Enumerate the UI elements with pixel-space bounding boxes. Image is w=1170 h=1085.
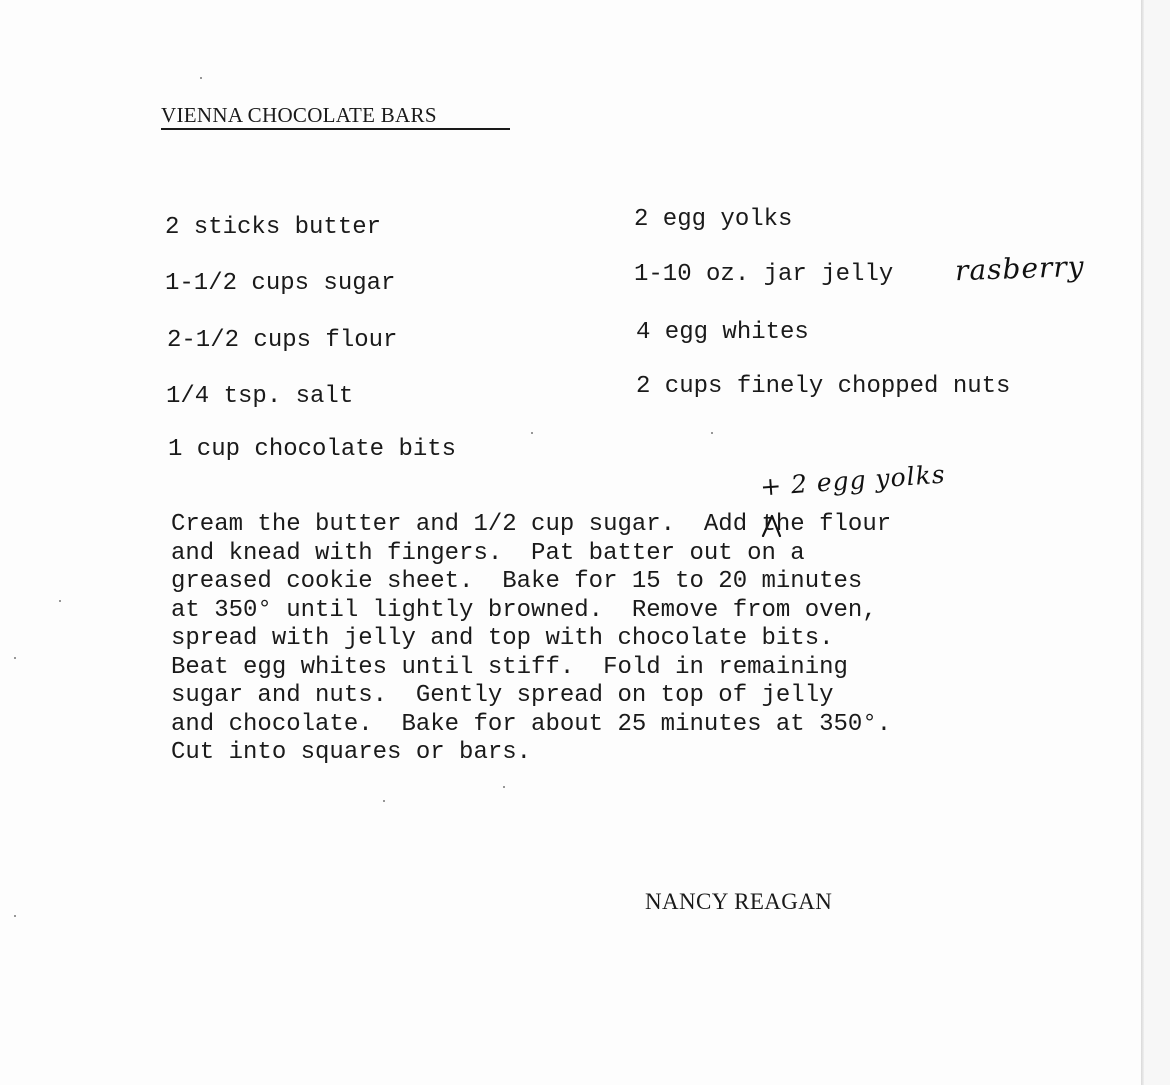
ingredient-left-4: 1/4 tsp. salt bbox=[166, 383, 354, 410]
ingredient-right-4: 2 cups finely chopped nuts bbox=[636, 373, 1011, 400]
instructions-line: Cut into squares or bars. bbox=[171, 739, 532, 766]
ingredient-left-2: 1-1/2 cups sugar bbox=[165, 270, 396, 297]
instructions-line: spread with jelly and top with chocolate bits. bbox=[171, 625, 834, 652]
ingredient-right-2: 1-10 oz. jar jelly bbox=[634, 261, 894, 288]
instructions-line: at 350° until lightly browned. Remove from oven, bbox=[171, 596, 877, 624]
scan-speck bbox=[14, 657, 16, 659]
scan-speck bbox=[14, 915, 16, 917]
page-margin bbox=[1144, 0, 1170, 1085]
instructions-line: Beat egg whites until stiff. Fold in remaining bbox=[171, 653, 848, 681]
scan-speck bbox=[711, 432, 713, 434]
ingredient-right-3: 4 egg whites bbox=[636, 319, 809, 346]
ingredient-left-1: 2 sticks butter bbox=[165, 214, 382, 241]
scan-speck bbox=[200, 77, 202, 79]
instructions-line: and knead with fingers. Pat batter out on a bbox=[171, 539, 805, 567]
instructions-line: Cream the butter and 1/2 cup sugar. Add the flour bbox=[171, 511, 892, 538]
ingredient-left-5: 1 cup chocolate bits bbox=[168, 436, 457, 463]
title-underline bbox=[161, 128, 510, 130]
scan-speck bbox=[531, 432, 533, 434]
ingredient-right-1: 2 egg yolks bbox=[634, 206, 793, 233]
instructions-line: greased cookie sheet. Bake for 15 to 20 minutes bbox=[171, 568, 863, 595]
scan-speck bbox=[59, 600, 61, 602]
recipe-instructions bbox=[171, 511, 891, 768]
handwritten-yolks-note: + 2 egg yolks bbox=[759, 459, 947, 502]
scan-speck bbox=[503, 786, 505, 788]
instructions-line: and chocolate. Bake for about 25 minutes at 350°. bbox=[171, 710, 892, 738]
ingredient-left-3: 2-1/2 cups flour bbox=[167, 327, 398, 354]
recipe-title: VIENNA CHOCOLATE BARS bbox=[161, 103, 437, 127]
instructions-line: sugar and nuts. Gently spread on top of jelly bbox=[171, 682, 834, 709]
scan-speck bbox=[383, 800, 385, 802]
recipe-author: NANCY REAGAN bbox=[645, 889, 833, 914]
handwritten-jelly-note: rasberry bbox=[954, 249, 1086, 288]
